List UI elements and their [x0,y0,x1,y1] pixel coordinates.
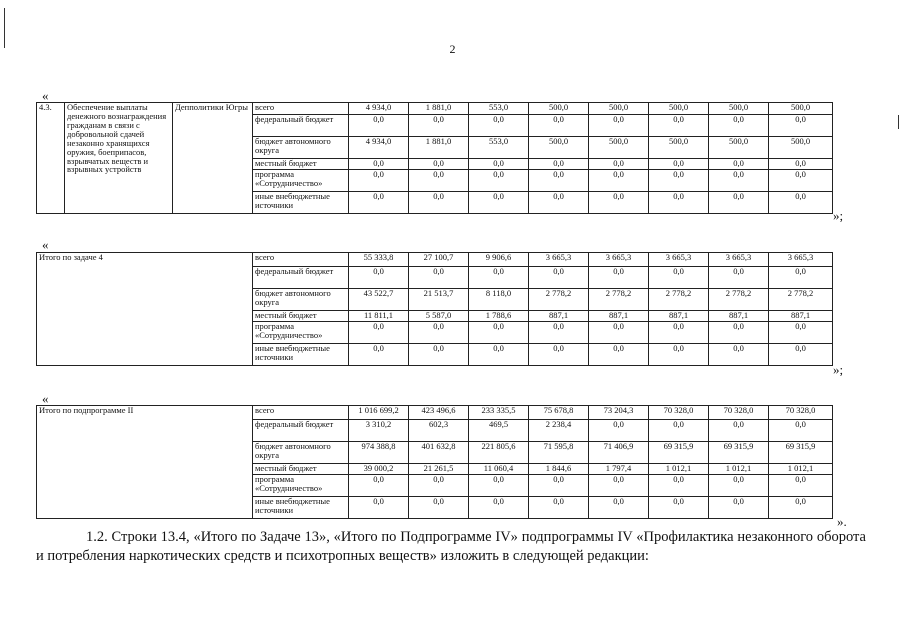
amount-cell: 0,0 [649,159,709,170]
table-row [37,253,833,267]
amount-cell: 0,0 [769,159,833,170]
amount-cell: 43 522,7 [349,289,409,311]
table-row [37,103,833,115]
amendment-paragraph [36,528,866,566]
amount-cell: 1 844,6 [529,464,589,475]
budget-table-row-4-3 [36,102,833,214]
amount-cell: 0,0 [349,497,409,519]
amount-cell: 500,0 [589,103,649,115]
amount-cell: 500,0 [769,103,833,115]
amount-cell: 8 118,0 [469,289,529,311]
amount-cell: 0,0 [469,192,529,214]
amount-cell: 0,0 [649,420,709,442]
funding-source: программа «Сотрудничество» [253,322,349,344]
scan-edge-mark-right [898,115,899,129]
amount-cell: 0,0 [409,344,469,366]
amount-cell: 70 328,0 [769,406,833,420]
amount-cell: 75 678,8 [529,406,589,420]
amount-cell: 0,0 [469,475,529,497]
amount-cell: 69 315,9 [649,442,709,464]
amount-cell: 0,0 [469,159,529,170]
amount-cell: 0,0 [769,497,833,519]
measure-name: Обеспечение выплаты денежного вознаграждения гражданам в связи с добровольной сдачей незаконно хранящихся оружия, боеприпасов, взрывчатых веществ и взрывных устройств [65,103,173,214]
amount-cell: 0,0 [589,322,649,344]
amount-cell: 3 665,3 [649,253,709,267]
amount-cell: 0,0 [409,192,469,214]
amount-cell: 69 315,9 [769,442,833,464]
amount-cell: 500,0 [529,137,589,159]
amount-cell: 69 315,9 [709,442,769,464]
amount-cell: 0,0 [649,475,709,497]
amount-cell: 2 778,2 [649,289,709,311]
amount-cell: 0,0 [769,170,833,192]
amount-cell: 0,0 [709,322,769,344]
amount-cell: 3 665,3 [769,253,833,267]
close-quote-3: ». [837,514,847,529]
total-name: Итого по подпрограмме II [37,406,253,519]
amount-cell: 5 587,0 [409,311,469,322]
amount-cell: 887,1 [649,311,709,322]
amount-cell: 1 012,1 [649,464,709,475]
amount-cell: 0,0 [589,159,649,170]
amount-cell: 0,0 [709,170,769,192]
amount-cell: 500,0 [709,137,769,159]
amount-cell: 0,0 [529,115,589,137]
amount-cell: 0,0 [649,497,709,519]
amount-cell: 0,0 [589,475,649,497]
funding-source: бюджет автономного округа [253,289,349,311]
amount-cell: 9 906,6 [469,253,529,267]
amount-cell: 11 811,1 [349,311,409,322]
amount-cell: 0,0 [589,192,649,214]
amount-cell: 0,0 [409,170,469,192]
amount-cell: 0,0 [649,192,709,214]
amount-cell: 3 665,3 [589,253,649,267]
amount-cell: 0,0 [349,267,409,289]
funding-source: программа «Сотрудничество» [253,170,349,192]
table-body [37,253,833,366]
close-quote-1: »; [833,208,844,223]
table-body [37,103,833,214]
amount-cell: 0,0 [589,497,649,519]
amount-cell: 0,0 [529,159,589,170]
amount-cell: 0,0 [709,267,769,289]
amount-cell: 21 261,5 [409,464,469,475]
amount-cell: 70 328,0 [649,406,709,420]
amount-cell: 0,0 [589,420,649,442]
amount-cell: 553,0 [469,103,529,115]
amount-cell: 553,0 [469,137,529,159]
amount-cell: 3 310,2 [349,420,409,442]
amendment-text: 1.2. Строки 13.4, «Итого по Задаче 13», «Итого по Подпрограмме IV» подпрограммы IV «Профилактика незаконного оборота и потребления наркотических средств и психотропных веществ» изложить в следующей редакции: [36,529,866,564]
amount-cell: 27 100,7 [409,253,469,267]
amount-cell: 0,0 [709,497,769,519]
amount-cell: 0,0 [709,192,769,214]
amount-cell: 500,0 [589,137,649,159]
funding-source: федеральный бюджет [253,115,349,137]
amount-cell: 1 881,0 [409,103,469,115]
amount-cell: 0,0 [769,344,833,366]
amount-cell: 0,0 [769,475,833,497]
amount-cell: 0,0 [769,192,833,214]
amount-cell: 0,0 [469,170,529,192]
amount-cell: 11 060,4 [469,464,529,475]
amount-cell: 0,0 [409,322,469,344]
amount-cell: 0,0 [709,344,769,366]
amount-cell: 0,0 [589,344,649,366]
amount-cell: 221 805,6 [469,442,529,464]
amount-cell: 70 328,0 [709,406,769,420]
amount-cell: 1 797,4 [589,464,649,475]
funding-source: всего [253,253,349,267]
funding-source: бюджет автономного округа [253,137,349,159]
amount-cell: 0,0 [349,115,409,137]
amount-cell: 39 000,2 [349,464,409,475]
amount-cell: 0,0 [409,159,469,170]
funding-source: федеральный бюджет [253,267,349,289]
row-number: 4.3. [37,103,65,214]
amount-cell: 0,0 [649,267,709,289]
amount-cell: 0,0 [529,344,589,366]
amount-cell: 21 513,7 [409,289,469,311]
budget-table-task-4-total [36,252,833,366]
amount-cell: 0,0 [409,475,469,497]
amount-cell: 0,0 [709,475,769,497]
funding-source: программа «Сотрудничество» [253,475,349,497]
funding-source: бюджет автономного округа [253,442,349,464]
amount-cell: 0,0 [769,322,833,344]
amount-cell: 0,0 [529,497,589,519]
funding-source: иные внебюджетные источники [253,344,349,366]
amount-cell: 423 496,6 [409,406,469,420]
amount-cell: 0,0 [409,115,469,137]
amount-cell: 0,0 [349,192,409,214]
amount-cell: 0,0 [529,475,589,497]
amount-cell: 0,0 [409,497,469,519]
total-name: Итого по задаче 4 [37,253,253,366]
executor-name: Депполитики Югры [173,103,253,214]
funding-source: федеральный бюджет [253,420,349,442]
amount-cell: 0,0 [709,159,769,170]
amount-cell: 500,0 [709,103,769,115]
open-quote-3: « [42,391,49,406]
amount-cell: 500,0 [649,137,709,159]
amount-cell: 1 881,0 [409,137,469,159]
amount-cell: 0,0 [649,170,709,192]
amount-cell: 0,0 [349,475,409,497]
amount-cell: 0,0 [349,170,409,192]
amount-cell: 500,0 [649,103,709,115]
amount-cell: 0,0 [649,115,709,137]
funding-source: всего [253,406,349,420]
amount-cell: 0,0 [709,115,769,137]
amount-cell: 0,0 [709,420,769,442]
amount-cell: 0,0 [349,159,409,170]
amount-cell: 55 333,8 [349,253,409,267]
amount-cell: 500,0 [529,103,589,115]
amount-cell: 602,3 [409,420,469,442]
open-quote-1: « [42,88,49,103]
amount-cell: 2 778,2 [529,289,589,311]
amount-cell: 887,1 [769,311,833,322]
funding-source: всего [253,103,349,115]
amount-cell: 0,0 [409,267,469,289]
funding-source: иные внебюджетные источники [253,192,349,214]
amount-cell: 0,0 [529,170,589,192]
amount-cell: 3 665,3 [709,253,769,267]
amount-cell: 0,0 [469,267,529,289]
amount-cell: 2 778,2 [709,289,769,311]
amount-cell: 4 934,0 [349,137,409,159]
amount-cell: 0,0 [529,322,589,344]
amount-cell: 1 788,6 [469,311,529,322]
amount-cell: 469,5 [469,420,529,442]
open-quote-2: « [42,237,49,252]
amount-cell: 500,0 [769,137,833,159]
amount-cell: 73 204,3 [589,406,649,420]
amount-cell: 1 012,1 [709,464,769,475]
amount-cell: 0,0 [589,267,649,289]
amount-cell: 0,0 [469,322,529,344]
amount-cell: 4 934,0 [349,103,409,115]
amount-cell: 0,0 [589,115,649,137]
amount-cell: 0,0 [529,192,589,214]
amount-cell: 2 778,2 [589,289,649,311]
amount-cell: 0,0 [529,267,589,289]
close-quote-2: »; [833,362,844,377]
amount-cell: 0,0 [349,322,409,344]
amount-cell: 887,1 [709,311,769,322]
amount-cell: 0,0 [589,170,649,192]
amount-cell: 0,0 [769,115,833,137]
amount-cell: 71 595,8 [529,442,589,464]
amount-cell: 3 665,3 [529,253,589,267]
funding-source: местный бюджет [253,159,349,170]
table-row [37,406,833,420]
amount-cell: 401 632,8 [409,442,469,464]
amount-cell: 887,1 [529,311,589,322]
amount-cell: 0,0 [649,322,709,344]
funding-source: иные внебюджетные источники [253,497,349,519]
funding-source: местный бюджет [253,311,349,322]
amount-cell: 0,0 [469,497,529,519]
amount-cell: 1 016 699,2 [349,406,409,420]
amount-cell: 1 012,1 [769,464,833,475]
amount-cell: 0,0 [349,344,409,366]
amount-cell: 0,0 [769,267,833,289]
page-number: 2 [449,42,456,56]
amount-cell: 887,1 [589,311,649,322]
amount-cell: 71 406,9 [589,442,649,464]
budget-table-subprogram-2-total [36,405,833,519]
funding-source: местный бюджет [253,464,349,475]
amount-cell: 2 238,4 [529,420,589,442]
amount-cell: 0,0 [769,420,833,442]
amount-cell: 2 778,2 [769,289,833,311]
amount-cell: 0,0 [649,344,709,366]
amount-cell: 974 388,8 [349,442,409,464]
amount-cell: 0,0 [469,115,529,137]
table-body [37,406,833,519]
amount-cell: 233 335,5 [469,406,529,420]
amount-cell: 0,0 [469,344,529,366]
